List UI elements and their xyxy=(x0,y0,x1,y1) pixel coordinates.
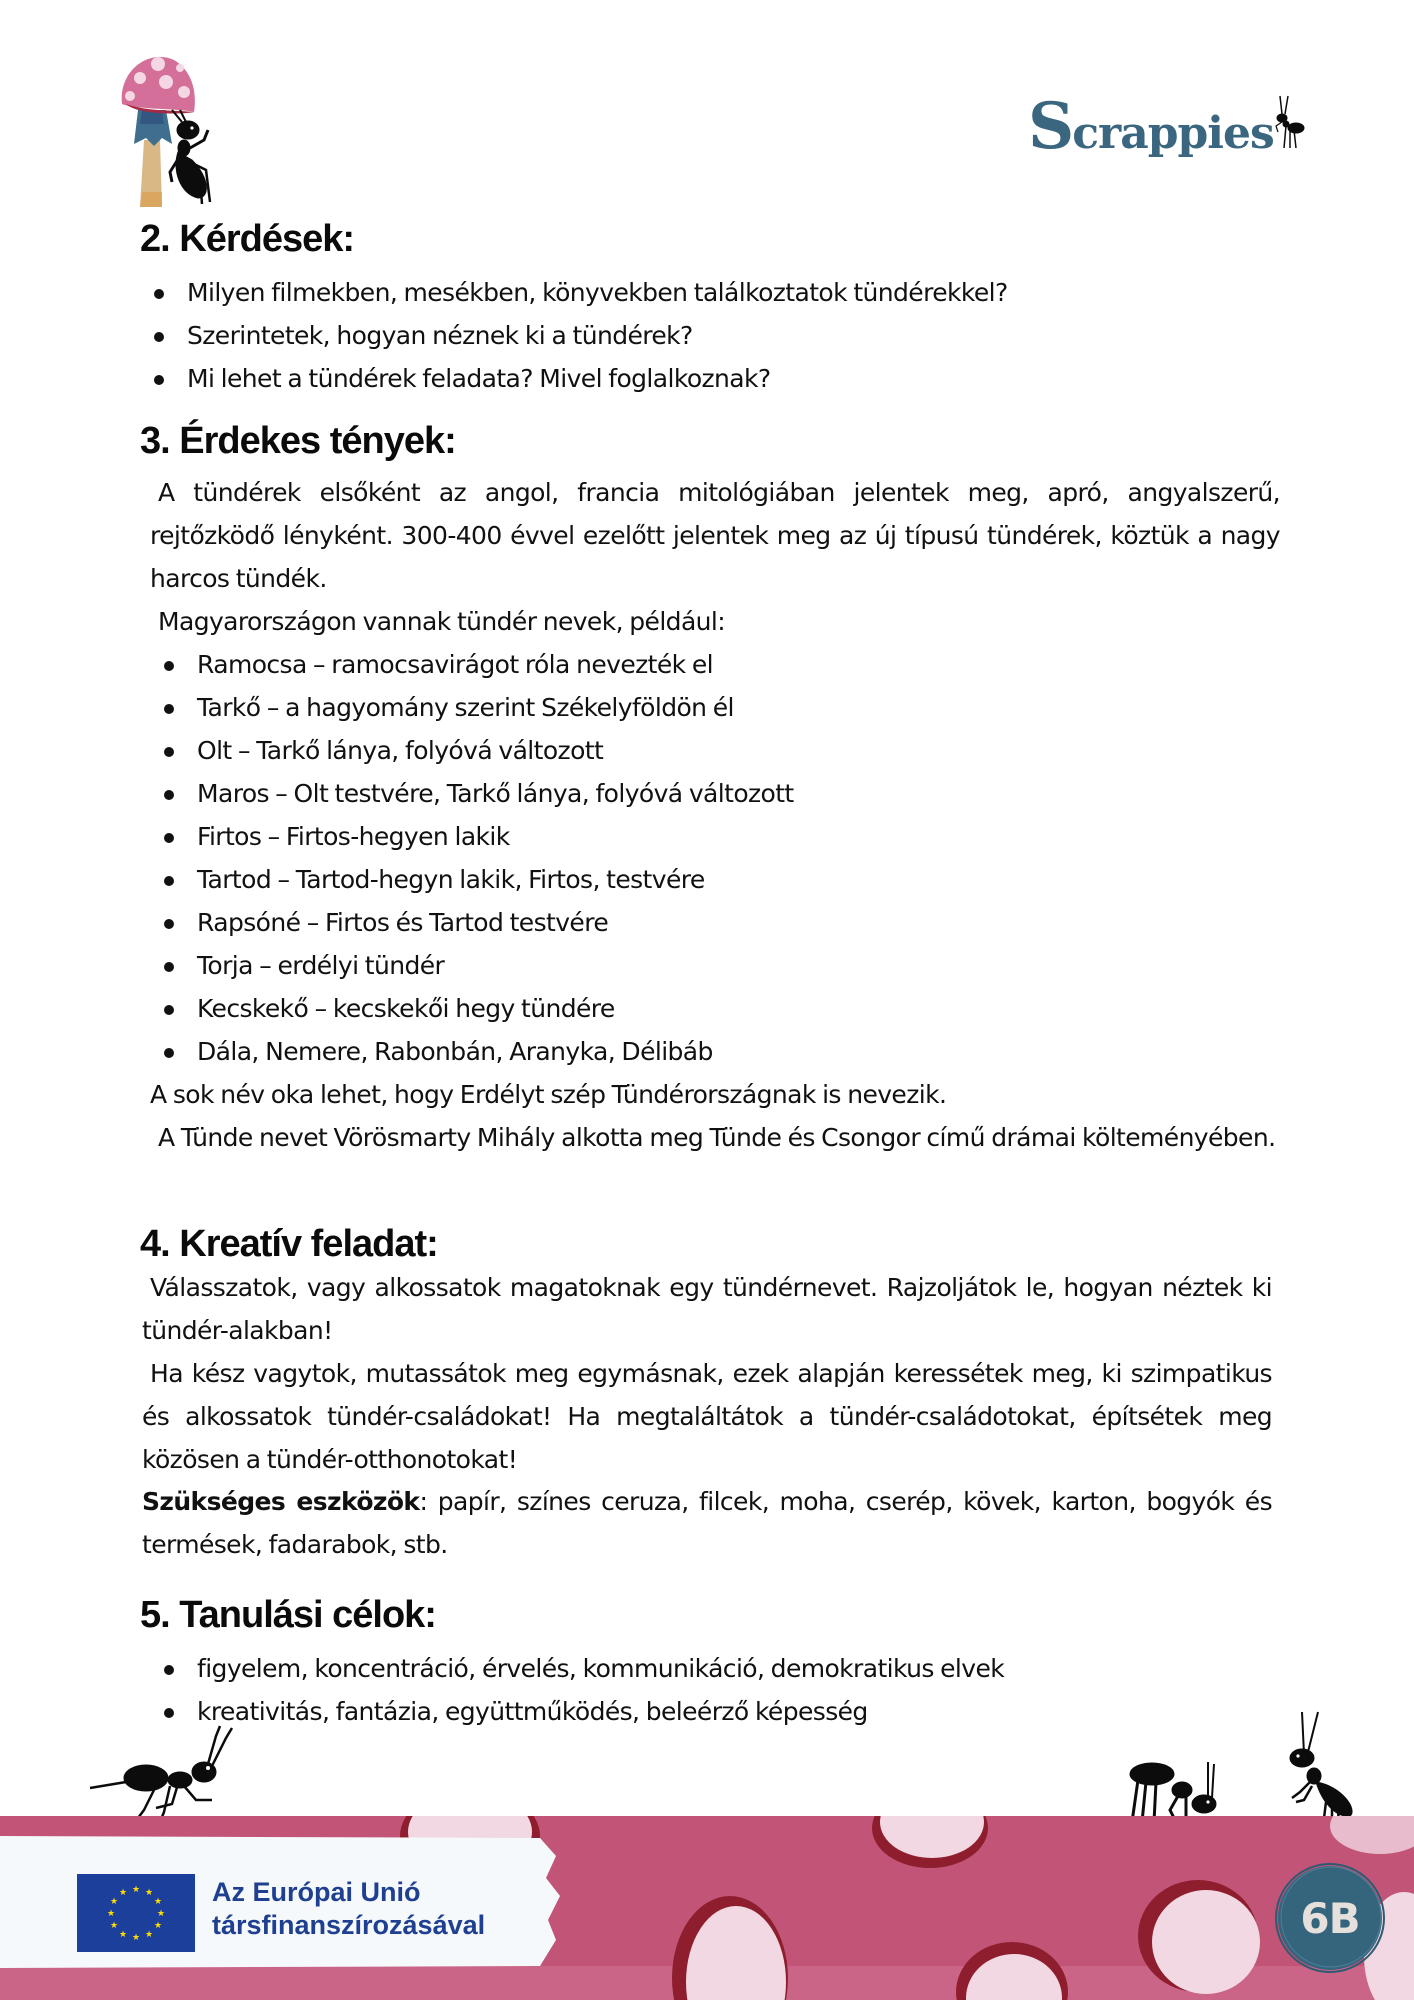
names-intro-text: Magyarországon vannak tündér nevek, például: xyxy=(158,607,726,636)
svg-text:★: ★ xyxy=(106,1909,116,1919)
tools-paragraph xyxy=(142,1480,1272,1566)
section-heading-facts: 3. Érdekes tények: xyxy=(140,420,456,462)
logo-wordmark: Scrappies xyxy=(1028,89,1274,164)
section-heading-creative: 4. Kreatív feladat: xyxy=(140,1223,438,1265)
svg-text:★: ★ xyxy=(153,1897,163,1907)
eu-flag-icon xyxy=(77,1874,195,1952)
mushroom-with-ant-icon xyxy=(118,52,238,212)
eu-cofunding-text xyxy=(212,1876,485,1942)
learning-goals-list xyxy=(160,1647,1004,1733)
svg-text:★: ★ xyxy=(144,1930,154,1940)
section-heading-goals: 5. Tanulási célok: xyxy=(140,1594,436,1636)
list-item: Torja – erdélyi tündér xyxy=(160,944,794,987)
list-item: Kecskekő – kecskekői hegy tündére xyxy=(160,987,794,1030)
svg-text:★: ★ xyxy=(156,1909,166,1919)
svg-text:★: ★ xyxy=(118,1930,128,1940)
list-item: Szerintetek, hogyan néznek ki a tündérek? xyxy=(150,314,1008,357)
tools-list-text: : papír, színes ceruza, filcek, moha, cserép, kövek, karton, bogyók és termések, fadarabok, stb. xyxy=(142,1487,1273,1559)
list-item: Tartod – Tartod-hegyn lakik, Firtos, testvére xyxy=(160,858,794,901)
ant-icon xyxy=(1270,94,1306,150)
svg-text:★: ★ xyxy=(144,1888,154,1898)
questions-list xyxy=(150,271,1008,400)
list-item: Dála, Nemere, Rabonbán, Aranyka, Délibáb xyxy=(160,1030,794,1073)
creative-paragraph-2: Ha kész vagytok, mutassátok meg egymásnak, ezek alapján keressétek meg, ki szimpatikus és alkossatok tündér-családokat! Ha megtaláltátok a tündér-családotokat, építsétek meg közösen a tündér-otthonotokat! xyxy=(142,1359,1272,1474)
svg-text:★: ★ xyxy=(153,1921,163,1931)
list-item: Rapsóné – Firtos és Tartod testvére xyxy=(160,901,794,944)
list-item: Firtos – Firtos-hegyen lakik xyxy=(160,815,794,858)
list-item: Maros – Olt testvére, Tarkő lánya, folyóvá változott xyxy=(160,772,794,815)
eu-line-2: társfinanszírozásával xyxy=(212,1910,486,1940)
list-item: Milyen filmekben, mesékben, könyvekben találkoztatok tündérekkel? xyxy=(150,271,1008,314)
list-item: kreativitás, fantázia, együttműködés, beleérző képesség xyxy=(160,1690,1004,1733)
svg-text:★: ★ xyxy=(118,1888,128,1898)
page-number-label: 6B xyxy=(1300,1893,1360,1943)
eu-line-1: Az Európai Unió xyxy=(212,1877,421,1907)
svg-text:★: ★ xyxy=(131,1885,141,1895)
list-item: Mi lehet a tündérek feladata? Mivel foglalkoznak? xyxy=(150,357,1008,400)
scrappies-logo xyxy=(1028,89,1333,164)
list-item: Olt – Tarkő lánya, folyóvá változott xyxy=(160,729,794,772)
list-item: Ramocsa – ramocsavirágot róla nevezték el xyxy=(160,643,794,686)
list-item: figyelem, koncentráció, érvelés, kommunikáció, demokratikus elvek xyxy=(160,1647,1004,1690)
fairy-names-list xyxy=(160,643,794,1073)
section-heading-questions: 2. Kérdések: xyxy=(140,218,355,260)
facts-intro-paragraph: A tündérek elsőként az angol, francia mitológiában jelentek meg, apró, angyalszerű, rejtőzködő lényként. 300-400 évvel ezelőtt jelentek meg az új típusú tündérek, köztük a nagy harcos tündék. xyxy=(150,478,1280,593)
svg-text:★: ★ xyxy=(109,1897,119,1907)
svg-text:★: ★ xyxy=(109,1921,119,1931)
tools-label: Szükséges eszközök xyxy=(142,1487,420,1516)
list-item: Tarkő – a hagyomány szerint Székelyföldön él xyxy=(160,686,794,729)
creative-paragraph-1: Válasszatok, vagy alkossatok magatoknak egy tündérnevet. Rajzoljátok le, hogyan néztek ki tündér-alakban! xyxy=(142,1273,1272,1345)
ant-walking-icon xyxy=(86,1722,246,1826)
facts-closing-text: A sok név oka lehet, hogy Erdélyt szép Tündérországnak is nevezik. xyxy=(150,1080,947,1109)
facts-tunde-paragraph: A Tünde nevet Vörösmarty Mihály alkotta meg Tünde és Csongor című drámai költeményében. xyxy=(158,1123,1276,1152)
svg-text:★: ★ xyxy=(131,1933,141,1943)
